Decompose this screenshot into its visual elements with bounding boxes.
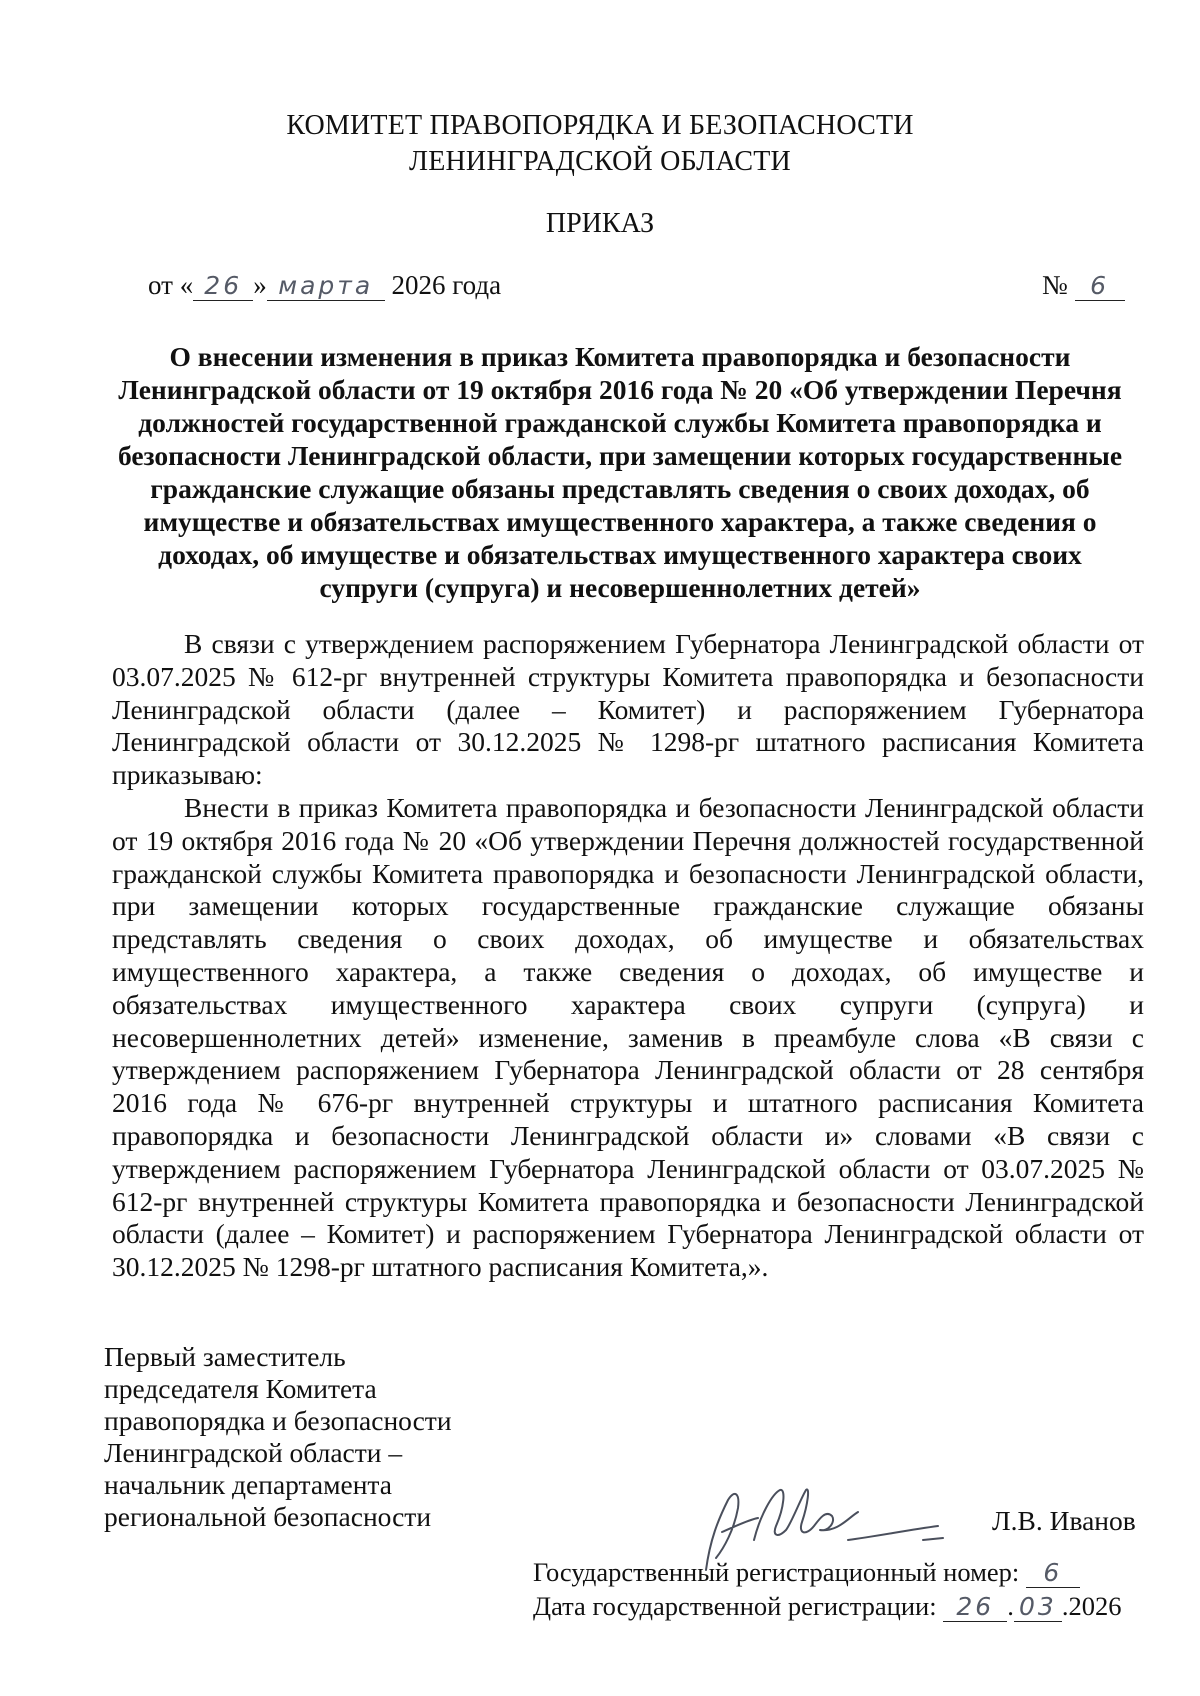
registration-number-label: Государственный регистрационный номер:: [533, 1557, 1020, 1587]
position-line: Ленинградской области –: [104, 1437, 403, 1468]
order-number: [1042, 270, 1125, 301]
position-line: правопорядка и безопасности: [104, 1405, 452, 1436]
registration-number: [533, 1555, 1121, 1589]
registration-year: .2026: [1061, 1591, 1122, 1621]
position-line: начальник департамента: [104, 1469, 392, 1500]
date-prefix: от «: [148, 270, 194, 300]
registration-date-label: Дата государственной регистрации:: [533, 1591, 937, 1621]
document-title: О внесении изменения в приказ Комитета правопорядка и безопасности Ленинградской области от 19 октября 2016 года № 20 «Об утверждении Перечня должностей государственной гражданской службы Комитета правопорядка и безопасности Ленинградской области, при замещении которых государственные гражданские служащие обязаны представлять сведения о своих доходах, об имуществе и обязательствах имущественного характера, а также сведения о доходах, об имуществе и обязательствах имущественного характера своих супруги (супруга) и несовершеннолетних детей»: [117, 341, 1123, 603]
date-year: 2026 года: [384, 270, 502, 300]
registration-date: [533, 1589, 1121, 1623]
registration-day-handwritten: 26: [943, 1593, 1007, 1622]
org-name-line1: КОМИТЕТ ПРАВОПОРЯДКА И БЕЗОПАСНОСТИ: [286, 110, 914, 141]
body-paragraph-2: Внести в приказ Комитета правопорядка и безопасности Ленинградской области от 19 октября 2016 года № 20 «Об утверждении Перечня должностей государственной гражданской службы Комитета правопорядка и безопасности Ленинградской области, при замещении которых государственные гражданские служащие обязаны представлять сведения о своих доходах, об имуществе и обязательствах имущественного характера, а также сведения о доходах, об имуществе и обязательствах имущественного характера своих супруги (супруга) и несовершеннолетних детей» изменение, заменив в преамбуле слова «В связи с утверждением распоряжением Губернатора Ленинградской области от 28 сентября 2016 года № 676-рг внутренней структуры и штатного расписания Комитета правопорядка и безопасности Ленинградской области и» словами «В связи с утверждением распоряжением Губернатора Ленинградской области от 03.07.2025 № 612-рг внутренней структуры Комитета правопорядка и безопасности Ленинградской области (далее – Комитет) и распоряжением Губернатора Ленинградской области от 30.12.2025 № 1298-рг штатного расписания Комитета,».: [112, 791, 1144, 1283]
registration-month-handwritten: 03: [1014, 1593, 1062, 1622]
document-body: [112, 628, 1144, 1284]
position-line: Первый заместитель: [104, 1341, 346, 1372]
position-line: председателя Комитета: [104, 1373, 377, 1404]
date-day-handwritten: 26: [193, 272, 253, 301]
org-name-line2: ЛЕНИНГРАДСКОЙ ОБЛАСТИ: [409, 146, 791, 177]
organization-header: [0, 108, 1200, 180]
body-paragraph-1: В связи с утверждением распоряжением Губернатора Ленинградской области от 03.07.2025 № 612-рг внутренней структуры Комитета правопорядка и безопасности Ленинградской области (далее – Комитет) и распоряжением Губернатора Ленинградской области от 30.12.2025 № 1298-рг штатного расписания Комитета приказываю:: [112, 628, 1144, 791]
document-type: ПРИКАЗ: [545, 208, 655, 239]
date-month-handwritten: марта: [267, 272, 385, 301]
date-mid: »: [253, 270, 267, 300]
signer-name: Л.В. Иванов: [992, 1505, 1136, 1536]
registration-number-handwritten: 6: [1026, 1559, 1080, 1588]
number-prefix: №: [1042, 270, 1068, 300]
number-handwritten: 6: [1075, 272, 1125, 301]
registration-info: [533, 1555, 1121, 1623]
signatory-position: [104, 1341, 452, 1533]
position-line: региональной безопасности: [104, 1501, 432, 1532]
order-date: [148, 270, 501, 301]
registration-date-separator: .: [1007, 1591, 1014, 1621]
